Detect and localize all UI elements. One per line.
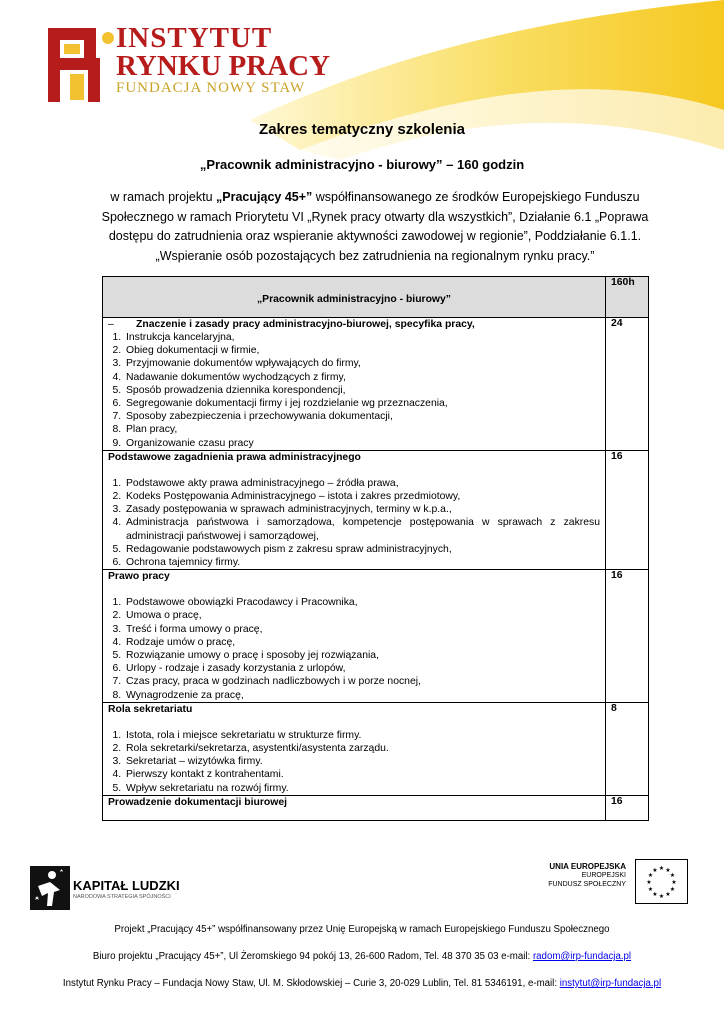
list-item: 7. Czas pracy, praca w godzinach nadliczbowych i w porze nocnej, xyxy=(124,675,600,688)
svg-text:★: ★ xyxy=(669,872,676,879)
email-link-radom[interactable]: radom@irp-fundacja.pl xyxy=(532,951,632,962)
course-subtitle: „Pracownik administracyjno - biurowy” – 160 godzin xyxy=(199,157,525,172)
section-title xyxy=(108,318,600,331)
logo-text-instytut: INSTYTUT xyxy=(116,22,273,54)
eu-flag-icon xyxy=(635,859,688,904)
svg-text:★: ★ xyxy=(658,893,665,900)
list-item: 4. Nadawanie dokumentów wychodzących z firmy, xyxy=(124,371,600,384)
list-item: 4. Rodzaje umów o pracę, xyxy=(124,636,600,649)
svg-text:★: ★ xyxy=(646,879,652,886)
svg-text:★: ★ xyxy=(652,891,658,898)
section-title: Podstawowe zagadnienia prawa administracyjnego xyxy=(108,451,361,463)
email-link-instytut[interactable]: instytut@irp-fundacja.pl xyxy=(559,978,662,989)
svg-text:★: ★ xyxy=(671,879,677,886)
footer-line-1: Projekt „Pracujący 45+” współfinansowany przez Unię Europejską w ramach Europejskiego Funduszu Społecznego xyxy=(114,924,610,935)
list-item: 6. Urlopy - rodzaje i zasady korzystania z urlopów, xyxy=(124,662,600,675)
section-cell xyxy=(103,795,606,820)
topic-list xyxy=(108,596,600,702)
intro-line: dostępu do zatrudnienia oraz wspieranie aktywności zawodowej w regionie”, Poddziałanie 6.1.1. xyxy=(108,229,642,243)
section-cell xyxy=(103,450,606,569)
eu-line-2: FUNDUSZ SPOŁECZNY xyxy=(548,881,626,888)
svg-text:★: ★ xyxy=(652,867,658,874)
list-item: 7. Sposoby zabezpieczenia i przechowywania dokumentacji, xyxy=(124,410,600,423)
list-item: 3. Przyjmowanie dokumentów wpływających do firmy, xyxy=(124,357,600,370)
project-name: „Pracujący 45+” xyxy=(216,190,313,204)
section-title-text: Znaczenie i zasady pracy administracyjno-biurowej, specyfika pracy, xyxy=(136,319,475,330)
list-item: 1. Podstawowe obowiązki Pracodawcy i Pracownika, xyxy=(124,596,600,609)
section-hours: 16 xyxy=(606,795,649,820)
list-item: 3. Sekretariat – wizytówka firmy. xyxy=(124,755,600,768)
list-item: 5. Sposób prowadzenia dziennika korespondencji, xyxy=(124,384,600,397)
logo-text-fundacja: FUNDACJA NOWY STAW xyxy=(116,80,306,96)
table-row xyxy=(103,450,649,569)
program-table xyxy=(102,276,649,821)
kapital-ludzki-text: KAPITAŁ LUDZKI xyxy=(73,878,180,893)
topic-list xyxy=(108,729,600,795)
eu-logo-text xyxy=(523,862,626,889)
svg-text:★: ★ xyxy=(669,886,676,893)
intro-line-1b: współfinansowanego ze środków Europejskiego Funduszu xyxy=(312,190,640,204)
page-title: Zakres tematyczny szkolenia xyxy=(259,121,465,138)
section-hours: 16 xyxy=(606,450,649,569)
list-item: 1. Istota, rola i miejsce sekretariatu w strukturze firmy. xyxy=(124,729,600,742)
table-header-hours: 160h xyxy=(606,277,649,318)
list-item: 5. Wpływ sekretariatu na rozwój firmy. xyxy=(124,782,600,795)
table-header-row xyxy=(103,277,649,318)
list-item: 2. Umowa o pracę, xyxy=(124,609,600,622)
list-item: 5. Rozwiązanie umowy o pracę i sposoby jej rozwiązania, xyxy=(124,649,600,662)
svg-text:★: ★ xyxy=(647,886,654,893)
kapital-ludzki-logo xyxy=(30,866,70,910)
section-title: Prawo pracy xyxy=(108,571,170,583)
list-item: 1. Instrukcja kancelaryjna, xyxy=(124,331,600,344)
kapital-ludzki-subtext: NARODOWA STRATEGIA SPÓJNOŚCI xyxy=(73,894,171,900)
section-hours: 8 xyxy=(606,702,649,795)
table-header-name: „Pracownik administracyjno - biurowy” xyxy=(103,277,606,318)
list-item: 5. Redagowanie podstawowych pism z zakresu spraw administracyjnych, xyxy=(124,543,600,556)
intro-line: Społecznego w ramach Priorytetu VI „Rynek pracy otwarty dla wszystkich”, Działanie 6.1 „Poprawa xyxy=(101,209,649,224)
section-bullet: – xyxy=(108,319,114,330)
eu-line-1: EUROPEJSKI xyxy=(581,872,626,879)
footer-line-3 xyxy=(0,978,724,989)
section-cell xyxy=(103,318,606,451)
list-item: 4. Pierwszy kontakt z kontrahentami. xyxy=(124,768,600,781)
footer-line-2 xyxy=(0,951,724,962)
list-item: 2. Kodeks Postępowania Administracyjnego – istota i zakres przedmiotowy, xyxy=(124,490,600,503)
table-row xyxy=(103,795,649,820)
intro-paragraph xyxy=(100,188,650,266)
section-hours: 16 xyxy=(606,570,649,703)
section-title: Rola sekretariatu xyxy=(108,703,193,715)
list-item: 4. Administracja państwowa i samorządowa, kompetencje postępowania w sprawach z zakresu administracji państwowej i samorządowej, xyxy=(124,516,600,542)
list-item: 2. Obieg dokumentacji w firmie, xyxy=(124,344,600,357)
list-item: 6. Ochrona tajemnicy firmy. xyxy=(124,556,600,569)
list-item: 6. Segregowanie dokumentacji firmy i jej rozdzielanie wg przeznaczenia, xyxy=(124,397,600,410)
list-item: 3. Zasady postępowania w sprawach administracyjnych, terminy w k.p.a., xyxy=(124,503,600,516)
list-item: 2. Rola sekretarki/sekretarza, asystentki/asystenta zarządu. xyxy=(124,742,600,755)
intro-line: „Wspieranie osób pozostających bez zatrudnienia na regionalnym rynku pracy.” xyxy=(155,248,595,263)
table-row xyxy=(103,318,649,451)
section-hours: 24 xyxy=(606,318,649,451)
topic-list xyxy=(108,477,600,569)
svg-text:★: ★ xyxy=(658,865,665,872)
list-item: 8. Wynagrodzenie za pracę, xyxy=(124,689,600,702)
list-item: 8. Plan pracy, xyxy=(124,423,600,436)
intro-line-1a: w ramach projektu xyxy=(110,190,217,204)
footer-institute-address: Instytut Rynku Pracy – Fundacja Nowy Staw, Ul. M. Skłodowskiej – Curie 3, 20-029 Lublin, Tel. 81 5346191, e-mail: xyxy=(62,978,560,989)
svg-text:★: ★ xyxy=(665,867,671,874)
list-item: 9. Organizowanie czasu pracy xyxy=(124,437,600,450)
svg-text:★: ★ xyxy=(647,872,654,879)
logo-text-rynku-pracy: RYNKU PRACY xyxy=(116,50,331,82)
svg-text:★: ★ xyxy=(665,891,671,898)
intro-line xyxy=(100,188,650,208)
table-row xyxy=(103,570,649,703)
section-cell xyxy=(103,702,606,795)
section-cell xyxy=(103,570,606,703)
topic-list xyxy=(108,331,600,450)
table-row xyxy=(103,702,649,795)
section-title: Prowadzenie dokumentacji biurowej xyxy=(108,796,287,808)
list-item: 1. Podstawowe akty prawa administracyjnego – źródła prawa, xyxy=(124,477,600,490)
footer-office-address: Biuro projektu „Pracujący 45+”, Ul Żeromskiego 94 pokój 13, 26-600 Radom, Tel. 48 370 35 03 e-mail: xyxy=(92,951,533,962)
list-item: 3. Treść i forma umowy o pracę, xyxy=(124,623,600,636)
eu-title: UNIA EUROPEJSKA xyxy=(549,862,626,871)
